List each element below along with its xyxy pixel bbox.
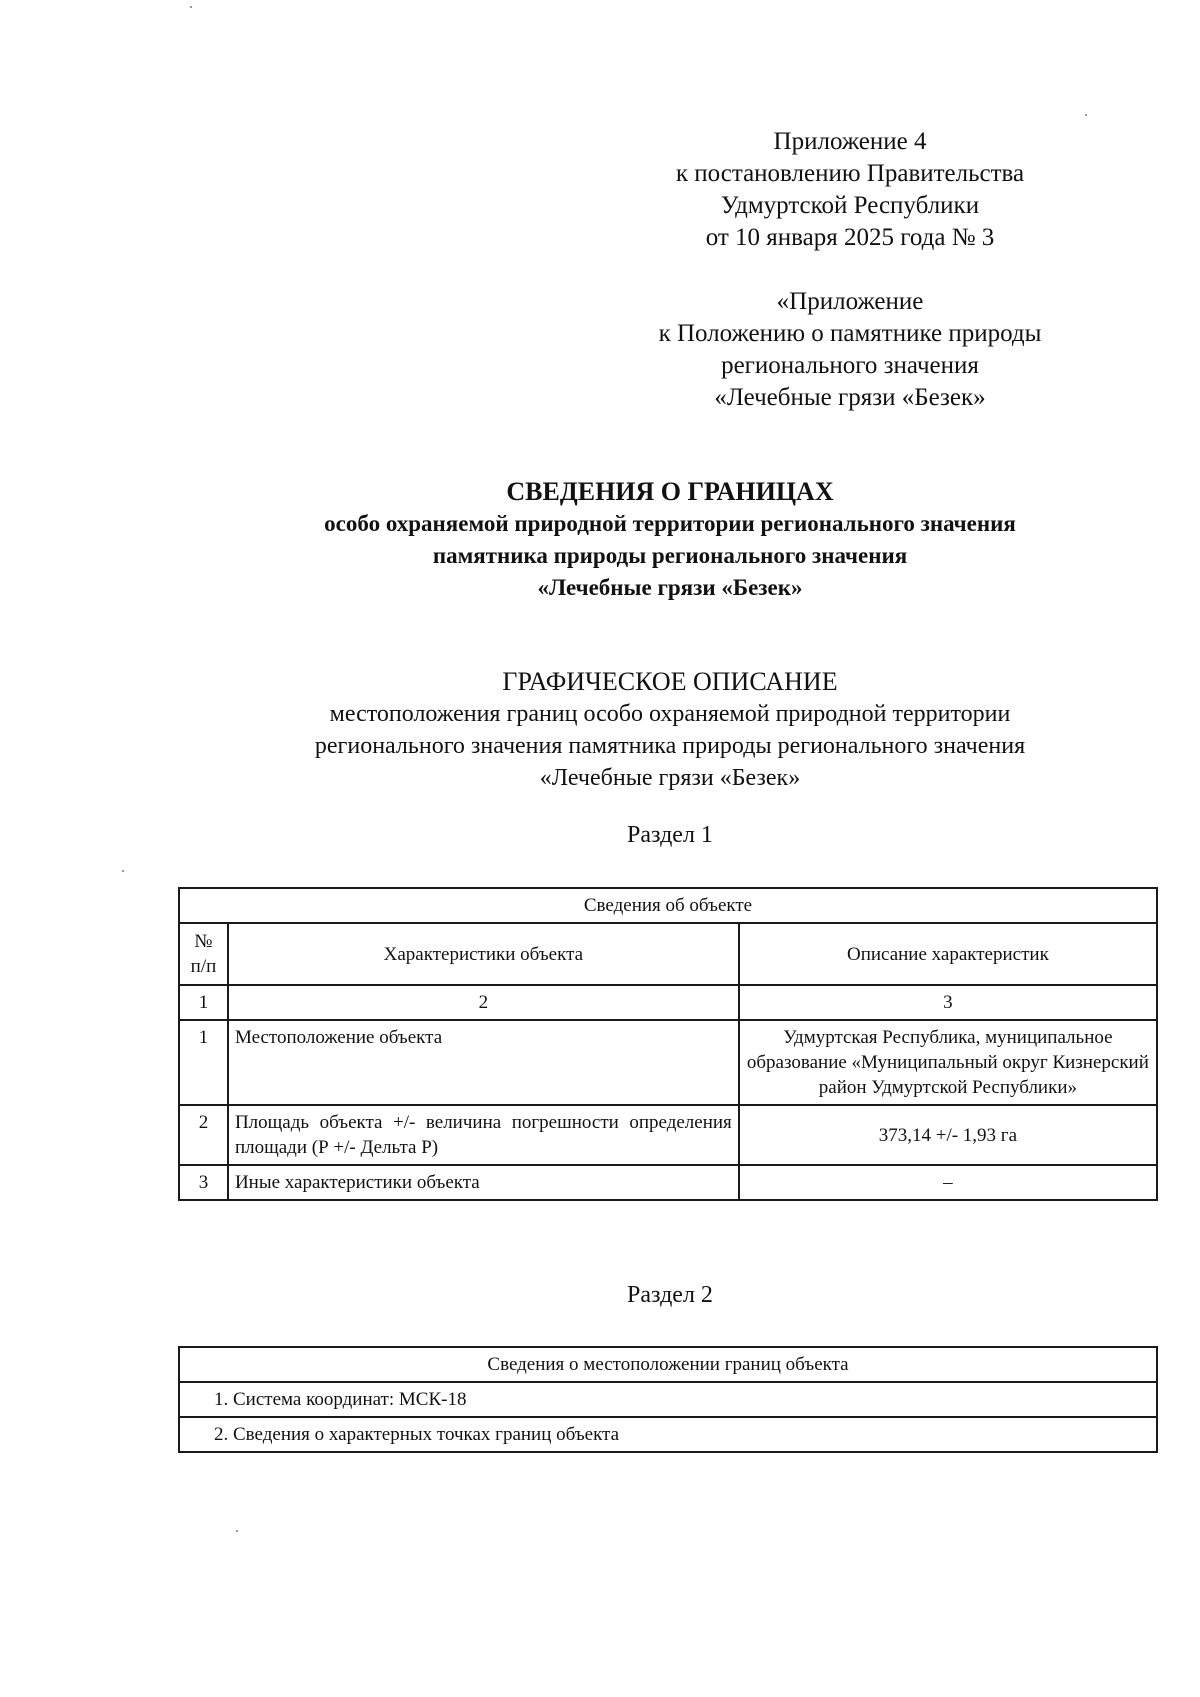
- title-line: памятника природы регионального значения: [432, 543, 908, 568]
- appendix-line: к постановлению Правительства: [675, 160, 1025, 187]
- object-info-table: [178, 887, 1158, 1201]
- appendix-line: от 10 января 2025 года № 3: [705, 224, 995, 251]
- table-row: [179, 1165, 1157, 1200]
- table-row: [179, 1417, 1157, 1452]
- scan-speck: [122, 870, 124, 872]
- row-characteristic: Местоположение объекта: [228, 1020, 739, 1105]
- graphic-line: регионального значения памятника природы регионального значения: [314, 733, 1026, 759]
- inner-appendix-line: к Положению о памятнике природы: [658, 320, 1042, 347]
- row-characteristic: Площадь объекта +/- величина погрешности определения площади (Р +/- Дельта Р): [228, 1105, 739, 1165]
- inner-appendix-line: регионального значения: [721, 352, 979, 379]
- row-description: 373,14 +/- 1,93 га: [739, 1105, 1157, 1165]
- row-number: 2: [179, 1105, 228, 1165]
- column-header-characteristic: Характеристики объекта: [228, 923, 739, 985]
- title-line: особо охраняемой природной территории регионального значения: [324, 511, 1016, 536]
- graphic-line: местоположения границ особо охраняемой природной территории: [329, 701, 1011, 727]
- column-number: 1: [179, 985, 228, 1020]
- table-row: [179, 1020, 1157, 1105]
- column-header-description: Описание характеристик: [739, 923, 1157, 985]
- section-2-heading: Раздел 2: [627, 1282, 713, 1308]
- row-number: 3: [179, 1165, 228, 1200]
- row-description: –: [739, 1165, 1157, 1200]
- column-number-row: [179, 985, 1157, 1020]
- scan-speck: [1085, 114, 1087, 116]
- section-1-heading: Раздел 1: [627, 822, 713, 848]
- table-header-row: [179, 923, 1157, 985]
- row-description: Удмуртская Республика, муниципальное образование «Муниципальный округ Кизнерский район Удмуртской Республики»: [739, 1020, 1157, 1105]
- inner-appendix-line: «Приложение: [776, 288, 924, 315]
- scan-speck: [190, 6, 192, 8]
- graphic-line: «Лечебные грязи «Безек»: [539, 765, 801, 791]
- boundary-location-table: [178, 1346, 1158, 1453]
- appendix-line: Удмуртской Республики: [720, 192, 980, 219]
- row-number: 1: [179, 1020, 228, 1105]
- column-number: 3: [739, 985, 1157, 1020]
- inner-appendix-line: «Лечебные грязи «Безек»: [714, 384, 986, 411]
- table-caption: Сведения о местоположении границ объекта: [179, 1347, 1157, 1382]
- graphic-description-heading: [150, 666, 1190, 794]
- table-caption: Сведения об объекте: [179, 888, 1157, 923]
- title-line: СВЕДЕНИЯ О ГРАНИЦАХ: [506, 477, 834, 506]
- column-number: 2: [228, 985, 739, 1020]
- boundary-points-item: 2. Сведения о характерных точках границ объекта: [179, 1417, 1157, 1452]
- table-caption-row: [179, 888, 1157, 923]
- appendix-header: [590, 126, 1110, 254]
- graphic-line: ГРАФИЧЕСКОЕ ОПИСАНИЕ: [502, 667, 838, 696]
- coordinate-system-item: 1. Система координат: МСК-18: [179, 1382, 1157, 1417]
- scan-speck: [236, 1530, 238, 1532]
- appendix-line: Приложение 4: [773, 128, 927, 155]
- table-caption-row: [179, 1347, 1157, 1382]
- row-characteristic: Иные характеристики объекта: [228, 1165, 739, 1200]
- inner-appendix-header: [590, 286, 1110, 414]
- title-line: «Лечебные грязи «Безек»: [537, 575, 803, 600]
- table-row: [179, 1382, 1157, 1417]
- table-row: [179, 1105, 1157, 1165]
- column-header-number: № п/п: [179, 923, 228, 985]
- document-title: [150, 476, 1190, 604]
